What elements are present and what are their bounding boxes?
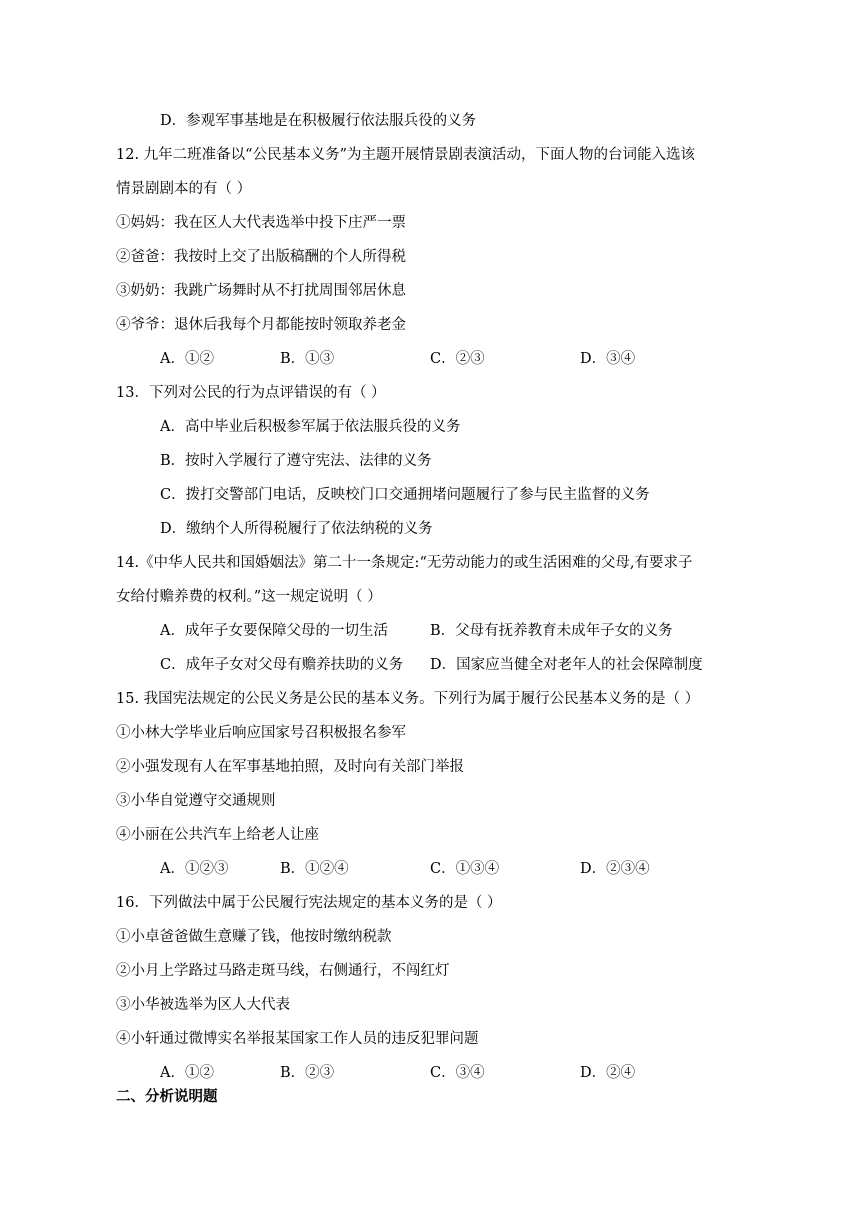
q13-option-b: B．按时入学履行了遵守宪法、法律的义务 <box>160 453 432 469</box>
q12-stem-line2: 情景剧剧本的有（ ） <box>116 181 252 197</box>
q16-options <box>0 1063 860 1083</box>
q14-option-d: D．国家应当健全对老年人的社会保障制度 <box>430 657 703 673</box>
q15-option-c: C．①③④ <box>430 861 500 877</box>
q11-option-d: D．参观军事基地是在积极履行依法服兵役的义务 <box>160 113 477 129</box>
q15-item-4: ④小丽在公共汽车上给老人让座 <box>116 827 319 843</box>
q16-item-2: ②小月上学路过马路走斑马线，右侧通行，不闯红灯 <box>116 963 450 979</box>
q12-item-4: ④爷爷：退休后我每个月都能按时领取养老金 <box>116 317 406 333</box>
q16-stem: 16．下列做法中属于公民履行宪法规定的基本义务的是（ ） <box>116 895 502 911</box>
q13-option-d: D．缴纳个人所得税履行了依法纳税的义务 <box>160 521 433 537</box>
section-heading: 二、分析说明题 <box>116 1088 218 1105</box>
q12-item-2: ②爸爸：我按时上交了出版稿酬的个人所得税 <box>116 249 406 265</box>
q14-option-b: B．父母有抚养教育未成年子女的义务 <box>430 623 673 639</box>
q15-item-2: ②小强发现有人在军事基地拍照，及时向有关部门举报 <box>116 759 464 775</box>
q16-item-1: ①小卓爸爸做生意赚了钱，他按时缴纳税款 <box>116 929 392 945</box>
q16-option-b: B．②③ <box>280 1065 335 1081</box>
q16-option-c: C．③④ <box>430 1065 485 1081</box>
q16-option-d: D．②④ <box>580 1065 636 1081</box>
q16-item-3: ③小华被选举为区人大代表 <box>116 997 290 1013</box>
q15-option-b: B．①②④ <box>280 861 349 877</box>
q16-item-4: ④小轩通过微博实名举报某国家工作人员的违反犯罪问题 <box>116 1031 479 1047</box>
q12-item-1: ①妈妈：我在区人大代表选举中投下庄严一票 <box>116 215 406 231</box>
q12-stem-line1: 12. 九年二班准备以“公民基本义务”为主题开展情景剧表演活动，下面人物的台词能入选该 <box>116 147 695 163</box>
q15-item-3: ③小华自觉遵守交通规则 <box>116 793 276 809</box>
q13-stem: 13．下列对公民的行为点评错误的有（ ） <box>116 385 386 401</box>
q14-stem-line1: 14.《中华人民共和国婚姻法》第二十一条规定:“无劳动能力的或生活困难的父母,有要求子 <box>116 555 693 571</box>
q12-options <box>0 349 860 369</box>
q14-options-row2 <box>0 655 860 675</box>
q15-item-1: ①小林大学毕业后响应国家号召积极报名参军 <box>116 725 406 741</box>
q12-option-b: B．①③ <box>280 351 335 367</box>
q13-option-c: C．拨打交警部门电话，反映校门口交通拥堵问题履行了参与民主监督的义务 <box>160 487 650 503</box>
q12-option-c: C．②③ <box>430 351 485 367</box>
q15-options <box>0 859 860 879</box>
q12-option-a: A．①② <box>160 351 214 367</box>
q13-option-a: A．高中毕业后积极参军属于依法服兵役的义务 <box>160 419 461 435</box>
q12-option-d: D．③④ <box>580 351 636 367</box>
q14-option-c: C．成年子女对父母有赡养扶助的义务 <box>160 657 404 673</box>
q12-item-3: ③奶奶：我跳广场舞时从不打扰周围邻居休息 <box>116 283 406 299</box>
q15-option-d: D．②③④ <box>580 861 650 877</box>
q14-option-a: A．成年子女要保障父母的一切生活 <box>160 623 388 639</box>
q15-option-a: A．①②③ <box>160 861 229 877</box>
q16-option-a: A．①② <box>160 1065 214 1081</box>
q15-stem: 15. 我国宪法规定的公民义务是公民的基本义务。下列行为属于履行公民基本义务的是（ ） <box>116 691 700 707</box>
q14-options-row1 <box>0 621 860 641</box>
q14-stem-line2: 女给付赡养费的权利。”这一规定说明（ ） <box>116 589 382 605</box>
